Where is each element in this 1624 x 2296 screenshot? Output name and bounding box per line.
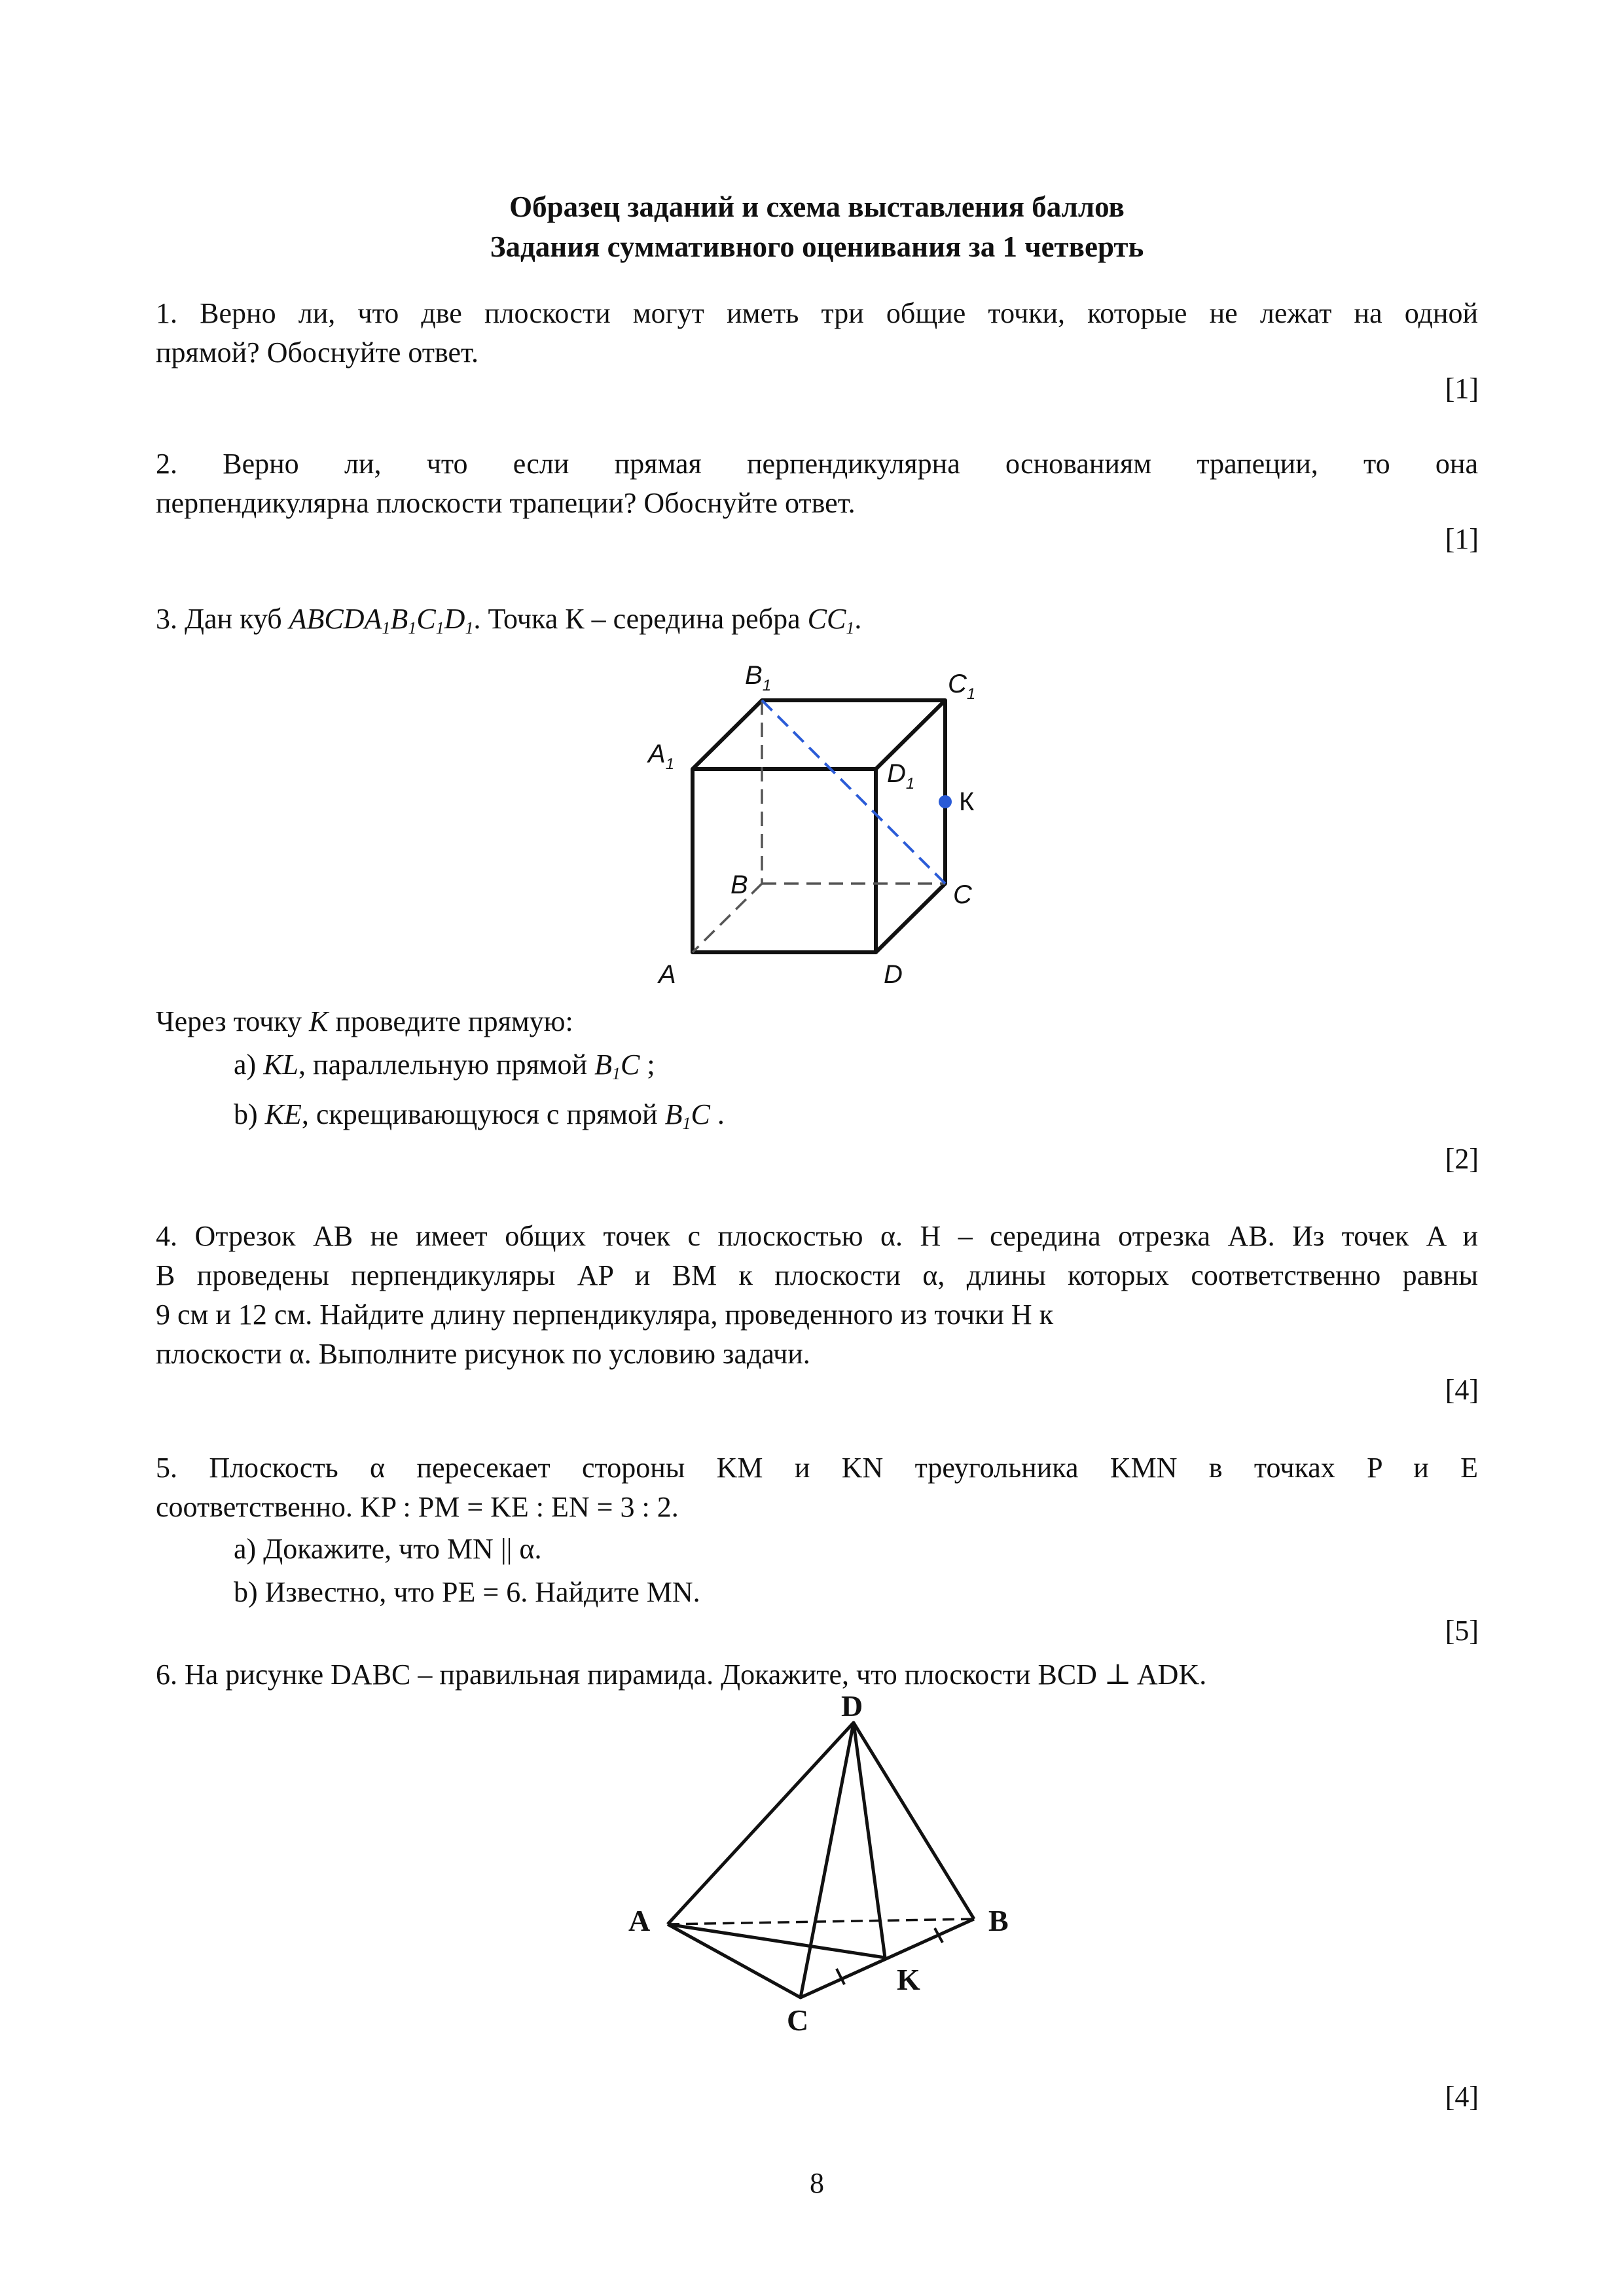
pyramid-figure [615, 1682, 1047, 2049]
label-b1: $B_1$ [745, 661, 772, 694]
task5-part-a: a) Докажите, что MN || α. [234, 1533, 542, 1565]
page-title: Образец заданий и схема выставления баллов [509, 190, 1125, 223]
task1-line2: прямой? Обоснуйте ответ. [156, 336, 478, 368]
task5-line1: 5. Плоскость α пересекает стороны KM и KN треугольника KMN в точках P и E [156, 1452, 1478, 1484]
task6-line1: 6. На рисунке DABC – правильная пирамида. Докажите, что плоскости BCD ⊥ ADK. [156, 1659, 1207, 1691]
task2-line2: перпендикулярна плоскости трапеции? Обоснуйте ответ. [156, 487, 856, 519]
task3-score: [2] [1445, 1143, 1479, 1175]
pyramid-hidden-ab [668, 1919, 974, 1924]
task4-line1: 4. Отрезок AB не имеет общих точек с плоскостью α. H – середина отрезка AB. Из точек A и [156, 1220, 1478, 1252]
label-c: C [953, 880, 972, 909]
task4-score: [4] [1445, 1374, 1479, 1406]
task3-part-b: b) KE, скрещивающуюся с прямой $B_1C$ . [234, 1098, 725, 1133]
task3-part-a: a) KL, параллельную прямой $B_1C$ ; [234, 1049, 655, 1083]
pyramid-edge-dc [801, 1723, 854, 1998]
pyramid-apothem-dk [854, 1723, 885, 1958]
task3-instruction: Через точку K проведите прямую: [156, 1005, 573, 1037]
task4-line4: плоскости α. Выполните рисунок по условию задачи. [156, 1338, 810, 1370]
page-number: 8 [810, 2167, 824, 2199]
task2-score: [1] [1445, 523, 1479, 555]
task2-line1: 2. Верно ли, что если прямая перпендикулярна основаниям трапеции, то она [156, 448, 1478, 480]
cube-figure [628, 655, 995, 995]
task5-score: [5] [1445, 1615, 1479, 1647]
task1-score: [1] [1445, 372, 1479, 404]
label-a1: $A_1$ [648, 740, 675, 773]
task1-line1: 1. Верно ли, что две плоскости могут иметь три общие точки, которые не лежат на одной [156, 297, 1478, 329]
point-k [939, 795, 952, 808]
pyramid-label-a: A [628, 1904, 651, 1937]
label-k: К [959, 787, 975, 816]
cube-name: $ABCDA_1B_1C_1D_1$ [289, 603, 474, 637]
task4-line2: B проведены перпендикуляры AP и BM к плоскости α, длины которых соответственно равны [156, 1259, 1478, 1291]
pyramid-label-c: C [787, 2003, 809, 2037]
label-d: D [884, 960, 903, 989]
page-subtitle: Задания суммативного оценивания за 1 четверть [490, 230, 1144, 263]
cube-hidden-edge-ab [693, 884, 762, 952]
pyramid-label-k: K [897, 1963, 920, 1996]
label-c1: $C_1$ [948, 670, 976, 703]
task6-score: [4] [1445, 2081, 1479, 2113]
task3-statement: 3. Дан куб $ABCDA_1B_1C_1D_1$. Точка К – середина ребра $CC_1$. [156, 603, 862, 637]
task3-text: 3. Дан куб [156, 603, 289, 635]
label-b: B [731, 870, 748, 899]
pyramid-label-b: B [988, 1904, 1009, 1937]
label-d1: $D_1$ [887, 759, 915, 793]
edge-name: $CC_1$ [807, 603, 855, 637]
task5-part-b: b) Известно, что PE = 6. Найдите MN. [234, 1576, 700, 1608]
task4-line3: 9 см и 12 см. Найдите длину перпендикуляра, проведенного из точки H к [156, 1299, 1054, 1331]
pyramid-label-d: D [841, 1689, 863, 1723]
label-a: A [659, 960, 676, 989]
task5-line2: соответственно. KP : PM = KE : EN = 3 : 2. [156, 1491, 679, 1523]
task3-text-2: . Точка К – середина ребра [473, 603, 808, 635]
